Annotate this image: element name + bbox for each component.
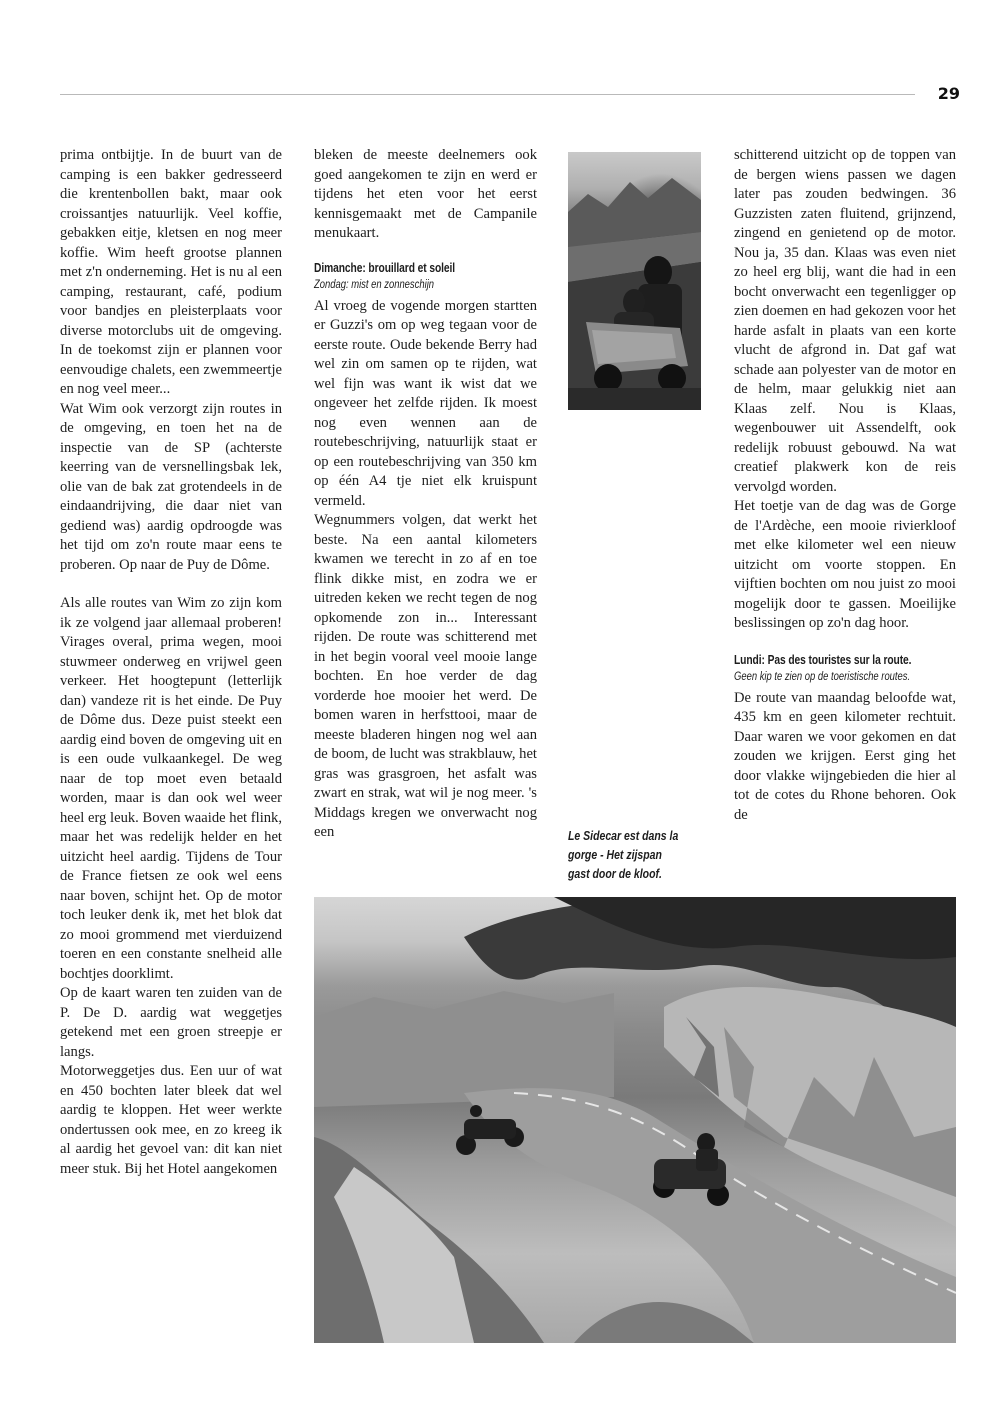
photo-riders-at-roadside (568, 152, 701, 410)
paragraph: De route van maandag beloofde wat, 435 km en geen kilometer rechtuit. Daar waren we voor gekomen en dat zouden we krijgen. Eerst ging het door vlakke wijngebieden die hier al tot de cotes du Rhone behoren. Ook de (734, 689, 956, 823)
photo-gorge-shapes (314, 897, 956, 1343)
paragraph: Het toetje van de dag was de Gorge de l'Ardèche, een mooie rivierkloof met elke kilometer wel een nieuw uitzicht om voorte stoppen. En vijftien bochten om nou juist zo mooi mogelijk door te gassen. Moeilijke beslissingen op zo'n dag hoor. (734, 498, 956, 631)
page-number: 29 (937, 84, 960, 103)
paragraph: Op de kaart waren ten zuiden van de P. De D. aardig wat weggetjes getekend met een groen streepje er langs. (60, 985, 282, 1060)
photo-gorge-road-sidecar (314, 897, 956, 1343)
paragraph: Wat Wim ook verzorgt zijn routes in de omgeving, en toen het na de inspectie van de SP (achterste keerring van de versnellingsbak lek, olie van de bak zat grotendeels in de eindaandrijving, die daar niet van gediend was) aardig opdroogde was het tijd om zo'n route maar eens te proberen. Op naar de Puy de Dôme. (60, 400, 282, 573)
section-subtitle: Geen kip te zien op de toeristische routes. (734, 670, 911, 683)
paragraph: Wegnummers volgen, dat werkt het beste. Na een aantal kilometers kwamen we terecht in zo af en toe flink dikke mist, en zodra we er uitreden keken we recht tegen de nog opkomende zon in... Interessant rijden. De route was schitterend met in het begin vooral veel mooie lange bochten. En hoe verder de dag vorderde hoe mooier het werd. De bomen waren in herfsttooi, maar de meeste bladeren hingen nog wel aan de boom, de lucht was strakblauw, het gras was grasgroen, het asfalt was zwart en strak, wat wil je nog meer. 's Middags kregen we onverwacht nog een (314, 512, 537, 840)
photo-caption: Le Sidecar est dans la gorge - Het zijspan gast door de kloof. (568, 829, 679, 881)
photo-riders-shapes (568, 152, 701, 410)
paragraph: schitterend uitzicht op de toppen van de bergen wiens passen we dagen later pas zouden bedwingen. 36 Guzzisten zaten fluitend, grijnzend, zingend en genietend op de motor. Nou ja, 35 dan. Klaas was even niet zo heel erg blij, want die had in een bocht onverwacht een tegenligger op zien doemen en had gekozen voor het harde asfalt in plaats van een korte vlucht de afgrond in. Dat gaf wat schade aan polyester van de motor en de helm, maar gelukkig niet aan Klaas zelf. Nou is Klaas, wegenbouwer uit Assendelft, ook redelijk robuust gebouwd. Na wat creatief plakwerk kon de reis vervolgd worden. (734, 147, 956, 495)
article-column-1 (60, 146, 282, 1179)
paragraph: bleken de meeste deelnemers ook goed aangekomen te zijn en werd er tijdens het eten voor het eerst kennisgemaakt met de Campanile menukaart. (314, 147, 537, 241)
header-rule (60, 94, 915, 95)
section-heading (314, 260, 537, 293)
paragraph: prima ontbijtje. In de buurt van de camping is een bakker gedresseerd die krentenbollen bakt, maar ook croissantjes natuurlijk. Veel koffie, gebakken eitje, kletsen en nog meer koffie. Wim heeft grootse plannen met z'n onderneming. Het is nu al een camping, restaurant, café, podium voor bandjes en pleisterplaats voor diverse motorclubs uit de omgeving. In de toekomst zijn er plannen voor eenvoudige chalets, een zwemmeertje en nog veel meer... (60, 147, 282, 397)
section-title: Lundi: Pas des touristes sur la route. (734, 652, 912, 667)
paragraph: Motorweggetjes dus. Een uur of wat en 450 bochten later bleek dat wel aardig te kloppen. Het weer werkte ondertussen ook mee, en zo kreeg ik al aardig het gevoel van: dit kan niet meer stuk. Bij het Hotel aangekomen (60, 1063, 282, 1177)
article-column-4 (734, 146, 956, 825)
paragraph: Al vroeg de vogende morgen startten er Guzzi's om op weg tegaan voor de eerste route. Oude bekende Berry had wel zin om samen op te rijden, wat wel fijn was want ik wist dat we ongeveer het zelfde rijden. Ik moest nog even wennen aan de routebeschrijving, natuurlijk staat er op een routebeschrijving van 350 km op één A4 tje niet elk kruispunt vermeld. (314, 297, 537, 509)
section-title: Dimanche: brouillard et soleil (314, 260, 456, 275)
section-subtitle: Zondag: mist en zonneschijn (314, 278, 435, 291)
article-column-2 (314, 146, 537, 843)
paragraph: Als alle routes van Wim zo zijn kom ik ze volgend jaar allemaal proberen! Virages overal, prima wegen, mooi stuwmeer onderweg en vrijwel geen verkeer. Het hoogtepunt (letterlijk dan) vandeze rit is het einde. De Puy de Dôme dus. Deze puist steekt een aardig eind boven de omgeving uit en is een oude vulkaankegel. De weg naar de top moet even betaald worden, maar is dan ook wel weer heel erg leuk. Boven waaide het flink, maar het was redelijk helder en het uitzicht heel aardig. Tijdens de Tour de France fietsen ze ook wel eens naar boven, schijnt het. Op de motor toch leuker denk ik, met het blok dat zo mooi grommend met vierduizend toeren en een constante snelheid alle bochtjes doorklimt. (60, 595, 282, 982)
section-heading (734, 652, 956, 685)
